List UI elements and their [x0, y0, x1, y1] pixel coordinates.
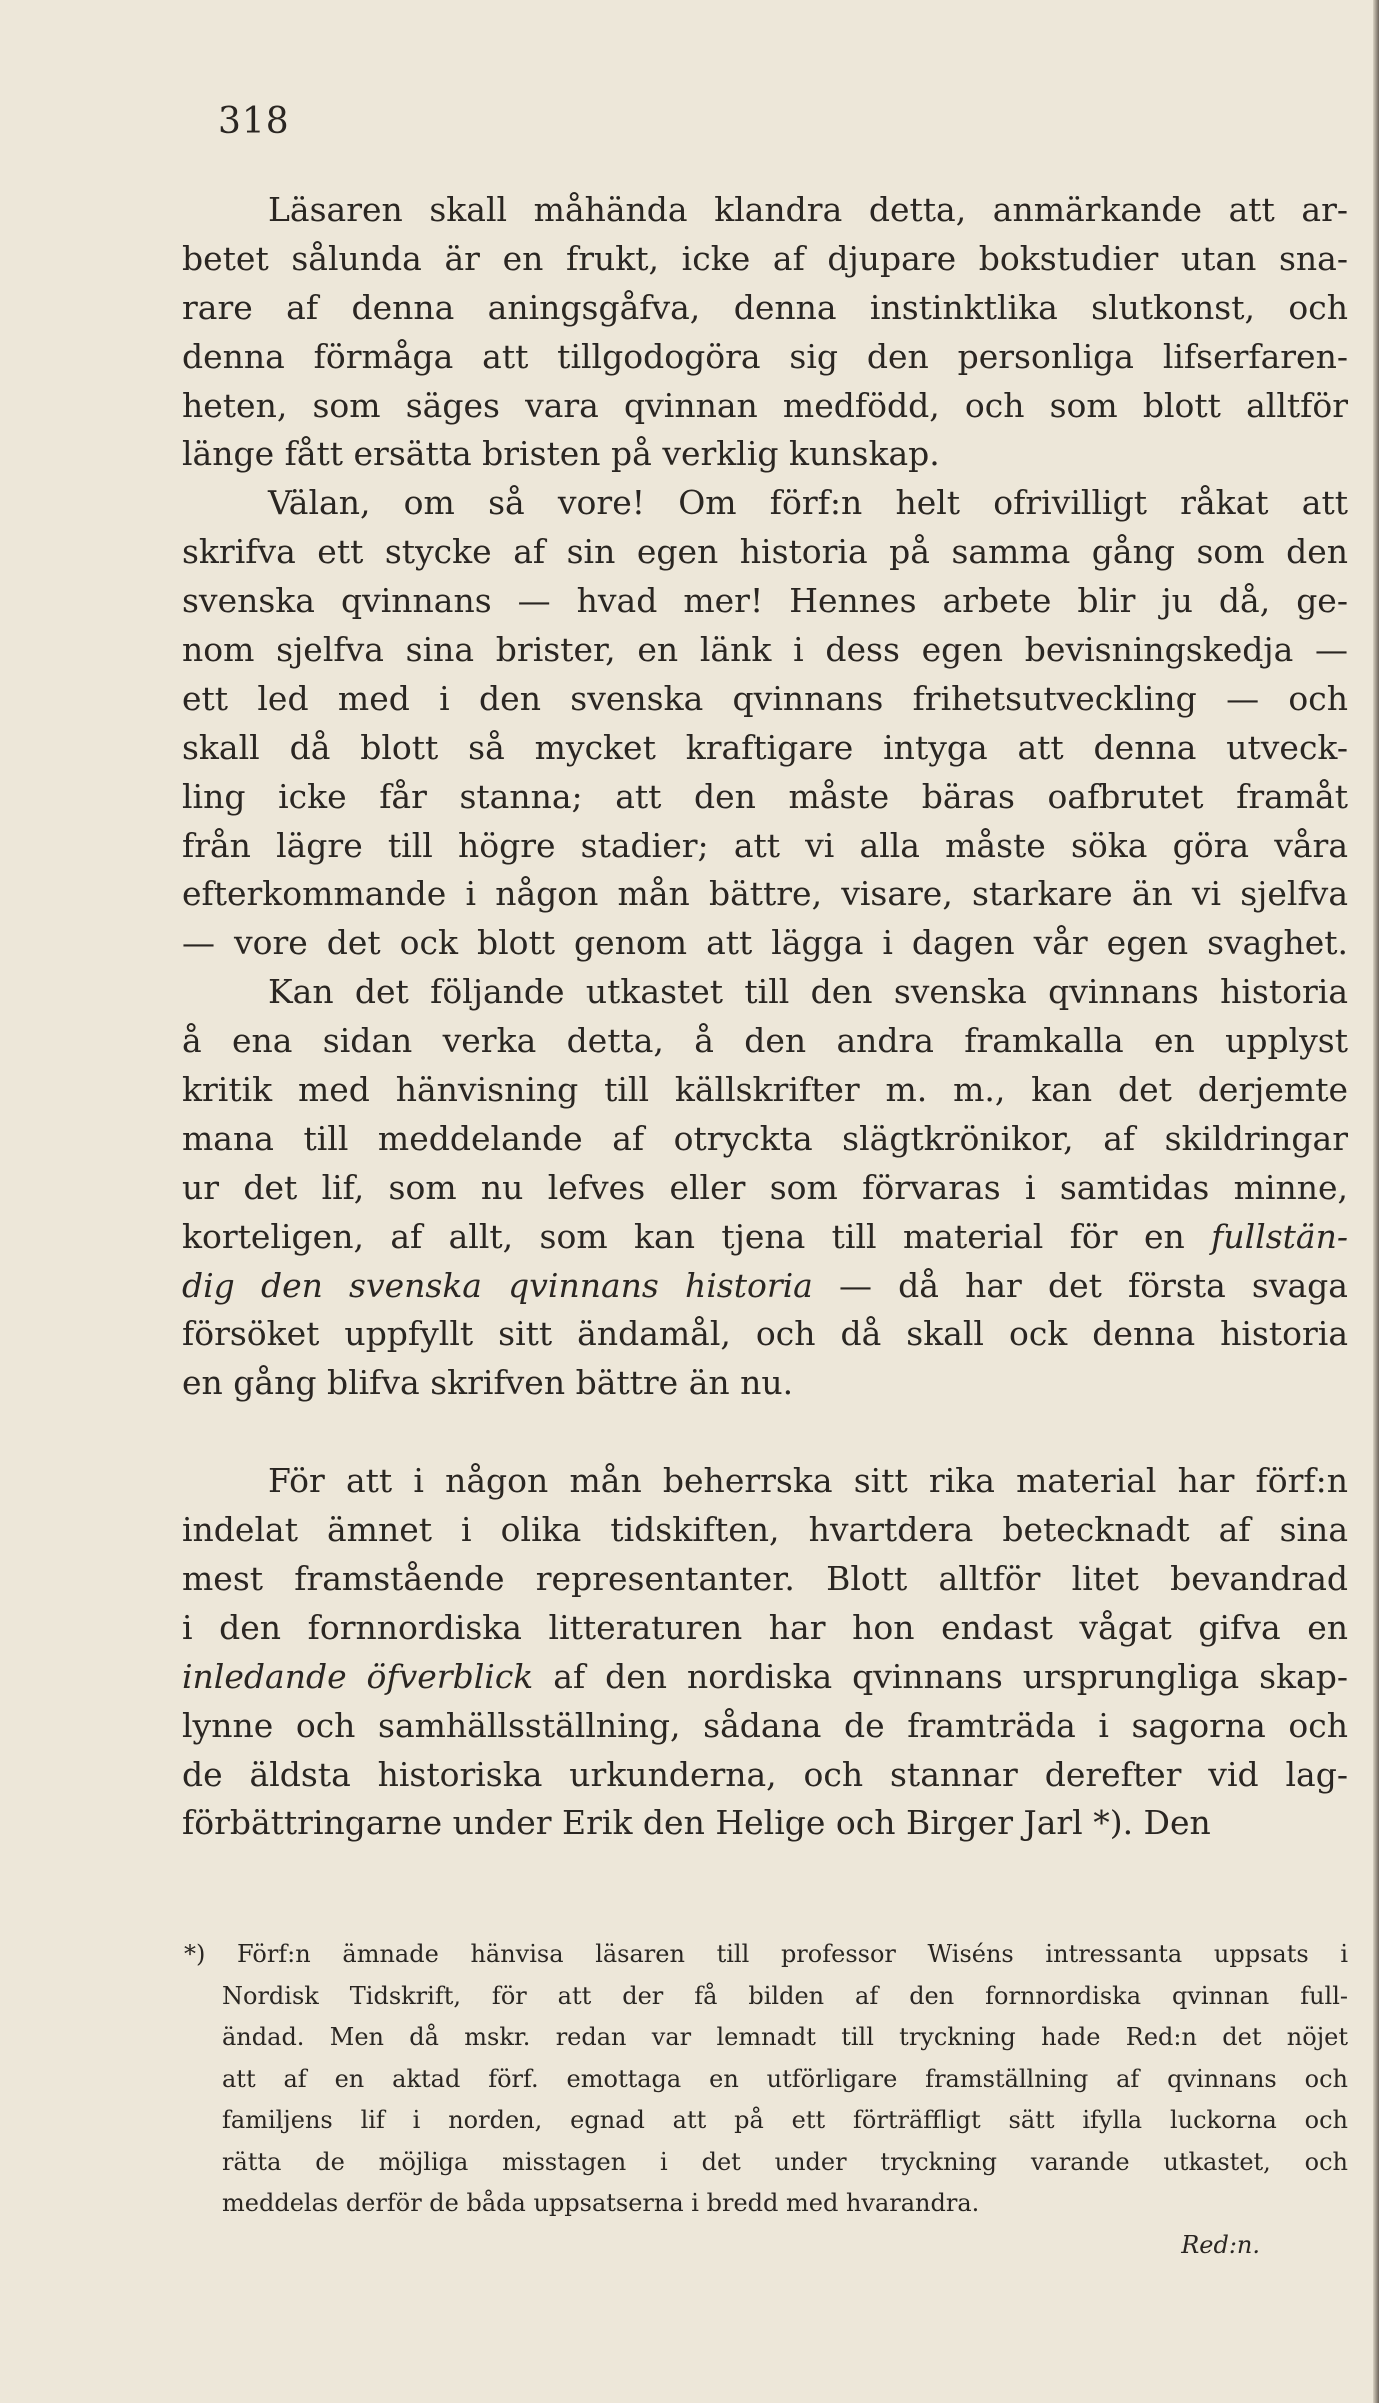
text-line: de äldsta historiska urkunderna, och stannar derefter vid lag- — [182, 1754, 1348, 1794]
text-line: För att i någon mån beherrska sitt rika material har förf:n — [268, 1461, 1348, 1501]
text-line: Välan, om så vore! Om förf:n helt ofrivilligt råkat att — [268, 483, 1348, 523]
text-line — [182, 1213, 1348, 1262]
text-line: lynne och samhällsställning, sådana de framträda i sagorna och — [182, 1705, 1348, 1745]
text-line: å ena sidan verka detta, å den andra framkalla en upplyst — [182, 1021, 1348, 1061]
text-line: rare af denna aningsgåfva, denna instinktlika slutkonst, och — [182, 287, 1348, 327]
footnote-line: att af en aktad förf. emottaga en utförligare framställning af qvinnans och — [222, 2064, 1348, 2093]
footnote — [184, 1934, 1348, 2266]
footnote-line: ändad. Men då mskr. redan var lemnadt till tryckning hade Red:n det nöjet — [222, 2023, 1348, 2051]
italic-run: dig den svenska qvinnans historia — [182, 1265, 813, 1305]
text-line: ett led med i den svenska qvinnans frihetsutveckling — och — [182, 678, 1348, 718]
text-line: heten, som säges vara qvinnan medfödd, och som blott alltför — [182, 385, 1348, 425]
text-line: ling icke får stanna; att den måste bäras oafbrutet framåt — [182, 776, 1348, 816]
text-line: mana till meddelande af otryckta slägtkrönikor, af skildringar — [182, 1118, 1348, 1158]
footnote-line: rätta de möjliga misstagen i det under tryckning varande utkastet, och — [222, 2147, 1348, 2176]
body-text — [182, 186, 1348, 1848]
italic-run: inledande öfverblick — [182, 1656, 534, 1696]
text-line: en gång blifva skrifven bättre än nu. — [182, 1363, 794, 1403]
text-line: i den fornnordiska litteraturen har hon endast vågat gifva en — [182, 1607, 1348, 1647]
text-line — [182, 1653, 1348, 1702]
text-line: kritik med hänvisning till källskrifter m. m., kan det derjemte — [182, 1070, 1348, 1110]
text-line: svenska qvinnans — hvad mer! Hennes arbete blir ju då, ge- — [182, 581, 1348, 621]
text-line: Kan det följande utkastet till den svenska qvinnans historia — [268, 972, 1348, 1012]
text-line: ur det lif, som nu lefves eller som förvaras i samtidas minne, — [182, 1167, 1348, 1207]
text-line: indelat ämnet i olika tidskiften, hvartdera betecknadt af sina — [182, 1510, 1348, 1550]
footnote-line: Nordisk Tidskrift, för att der få bilden af den fornnordiska qvinnan full- — [222, 1981, 1348, 2010]
text-line — [182, 1262, 1348, 1311]
page-edge — [1373, 0, 1379, 2403]
text-line: skall då blott så mycket kraftigare intyga att denna utveck- — [182, 727, 1348, 767]
footnote-line: familjens lif i norden, egnad att på ett förträffligt sätt ifylla luckorna och — [222, 2106, 1348, 2134]
page-number: 318 — [218, 101, 290, 142]
text-run: af den nordiska qvinnans ursprungliga skap- — [553, 1656, 1348, 1696]
text-line: efterkommande i någon mån bättre, visare, starkare än vi sjelfva — [182, 874, 1348, 914]
text-line: — vore det ock blott genom att lägga i dagen vår egen svaghet. — [182, 923, 1348, 963]
text-line: förbättringarne under Erik den Helige och Birger Jarl *). Den — [182, 1803, 1211, 1843]
text-line: försöket uppfyllt sitt ändamål, och då skall ock denna historia — [182, 1314, 1348, 1354]
text-line: länge fått ersätta bristen på verklig kunskap. — [182, 434, 940, 474]
footnote-signature: Red:n. — [1181, 2230, 1260, 2259]
text-run: korteligen, af allt, som kan tjena till material för en — [182, 1216, 1185, 1256]
text-line: betet sålunda är en frukt, icke af djupare bokstudier utan sna- — [182, 238, 1348, 278]
text-line: skrifva ett stycke af sin egen historia på samma gång som den — [182, 532, 1348, 572]
footnote-line: meddelas derför de båda uppsatserna i bredd med hvarandra. — [222, 2189, 980, 2217]
text-line: mest framstående representanter. Blott alltför litet bevandrad — [182, 1558, 1348, 1598]
italic-run: fullstän- — [1211, 1216, 1348, 1256]
text-line: nom sjelfva sina brister, en länk i dess egen bevisningskedja — — [182, 630, 1348, 670]
text-line: från lägre till högre stadier; att vi alla måste söka göra våra — [182, 825, 1348, 865]
paragraph-gap — [182, 1408, 1348, 1457]
text-line: denna förmåga att tillgodogöra sig den personliga lifserfaren- — [182, 336, 1348, 376]
text-run: — då har det första svaga — [839, 1265, 1348, 1305]
footnote-line: *) Förf:n ämnade hänvisa läsaren till professor Wiséns intressanta uppsats i — [184, 1940, 1348, 1968]
text-line: Läsaren skall måhända klandra detta, anmärkande att ar- — [268, 190, 1348, 229]
